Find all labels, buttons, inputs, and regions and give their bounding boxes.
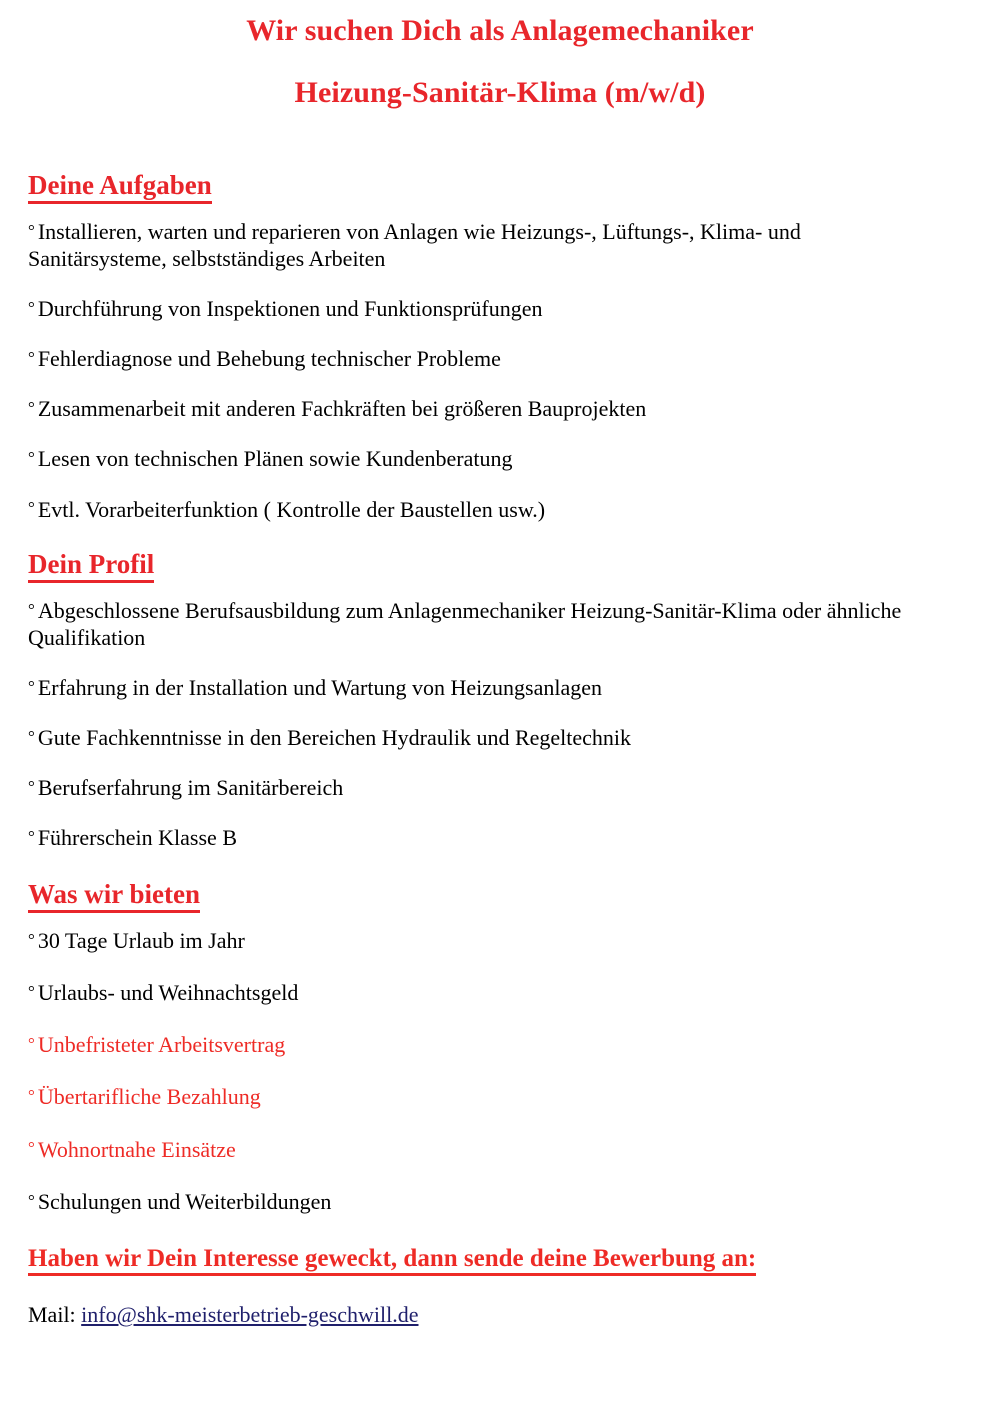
- call-to-action-heading-text: Haben wir Dein Interesse geweckt, dann sende deine Bewerbung an:: [28, 1245, 756, 1277]
- list-item-text: Abgeschlossene Berufsausbildung zum Anlagenmechaniker Heizung-Sanitär-Klima oder ähnliche Qualifikation: [28, 597, 902, 650]
- list-deine-aufgaben: [28, 218, 930, 522]
- section-heading-dein-profil: [28, 549, 930, 583]
- list-item-text: Führerschein Klasse B: [37, 825, 237, 851]
- list-item: [28, 979, 930, 1006]
- document-content: [28, 108, 930, 1328]
- degree-bullet-icon: °: [28, 676, 35, 696]
- section-heading-was-wir-bieten: [28, 879, 930, 913]
- section-heading-deine-aufgaben: [28, 170, 930, 204]
- degree-bullet-icon: °: [28, 1086, 35, 1106]
- degree-bullet-icon: °: [28, 982, 35, 1002]
- degree-bullet-icon: °: [28, 498, 35, 518]
- list-item: [28, 774, 930, 801]
- degree-bullet-icon: °: [28, 1138, 35, 1158]
- list-item-text: Installieren, warten und reparieren von Anlagen wie Heizungs-, Lüftungs-, Klima- und Sanitärsysteme, selbstständiges Arbeiten: [28, 219, 801, 272]
- degree-bullet-icon: °: [28, 826, 35, 846]
- degree-bullet-icon: °: [28, 348, 35, 368]
- list-item-text: Fehlerdiagnose und Behebung technischer Probleme: [37, 346, 501, 372]
- list-item: [28, 496, 930, 523]
- list-item-text: Zusammenarbeit mit anderen Fachkräften bei größeren Bauprojekten: [37, 396, 647, 422]
- list-item: [28, 674, 930, 701]
- list-item-text: 30 Tage Urlaub im Jahr: [37, 928, 245, 954]
- list-item-text: Berufserfahrung im Sanitärbereich: [37, 774, 344, 800]
- list-item: [28, 218, 932, 272]
- list-item-text: Lesen von technischen Plänen sowie Kundenberatung: [37, 446, 513, 472]
- degree-bullet-icon: °: [28, 221, 35, 241]
- list-item-text: Übertarifliche Bezahlung: [37, 1084, 261, 1110]
- list-item: [28, 295, 930, 322]
- list-item: [28, 927, 930, 954]
- list-item-text: Durchführung von Inspektionen und Funktionsprüfungen: [37, 296, 543, 322]
- list-item-text: Urlaubs- und Weihnachtsgeld: [37, 980, 299, 1006]
- degree-bullet-icon: °: [28, 398, 35, 418]
- list-item-text: Wohnortnahe Einsätze: [37, 1136, 236, 1162]
- email-link[interactable]: info@shk-meisterbetrieb-geschwill.de: [81, 1302, 419, 1328]
- list-item: [28, 724, 930, 751]
- degree-bullet-icon: °: [28, 776, 35, 796]
- list-item: [28, 597, 932, 651]
- list-item: [28, 395, 930, 422]
- call-to-action-heading: [28, 1245, 930, 1277]
- section-heading-dein-profil-text: Dein Profil: [28, 549, 154, 583]
- degree-bullet-icon: °: [28, 298, 35, 318]
- list-item-text: Gute Fachkenntnisse in den Bereichen Hydraulik und Regeltechnik: [37, 724, 632, 750]
- list-item-text: Unbefristeter Arbeitsvertrag: [37, 1032, 286, 1058]
- list-item: [28, 824, 930, 851]
- page-title: [0, 0, 1000, 108]
- list-item: [28, 345, 930, 372]
- page-title-line-2: Heizung-Sanitär-Klima (m/w/d): [294, 76, 706, 109]
- list-item-text: Schulungen und Weiterbildungen: [37, 1188, 332, 1214]
- mail-label: Mail:: [28, 1302, 76, 1328]
- page-title-line-1: Wir suchen Dich als Anlagemechaniker: [246, 14, 754, 47]
- degree-bullet-icon: °: [28, 930, 35, 950]
- list-item-text: Evtl. Vorarbeiterfunktion ( Kontrolle der Baustellen usw.): [37, 496, 546, 522]
- list-item: [28, 1031, 930, 1058]
- section-heading-was-wir-bieten-text: Was wir bieten: [28, 879, 200, 913]
- list-item: [28, 1136, 930, 1163]
- list-dein-profil: [28, 597, 930, 851]
- degree-bullet-icon: °: [28, 726, 35, 746]
- list-item: [28, 445, 930, 472]
- list-item: [28, 1083, 930, 1110]
- section-heading-deine-aufgaben-text: Deine Aufgaben: [28, 170, 212, 204]
- degree-bullet-icon: °: [28, 1190, 35, 1210]
- list-item-text: Erfahrung in der Installation und Wartung von Heizungsanlagen: [37, 674, 602, 700]
- degree-bullet-icon: °: [28, 1034, 35, 1054]
- degree-bullet-icon: °: [28, 599, 35, 619]
- list-was-wir-bieten: [28, 927, 930, 1214]
- list-item: [28, 1188, 930, 1215]
- degree-bullet-icon: °: [28, 448, 35, 468]
- contact-mail-line: [28, 1302, 930, 1328]
